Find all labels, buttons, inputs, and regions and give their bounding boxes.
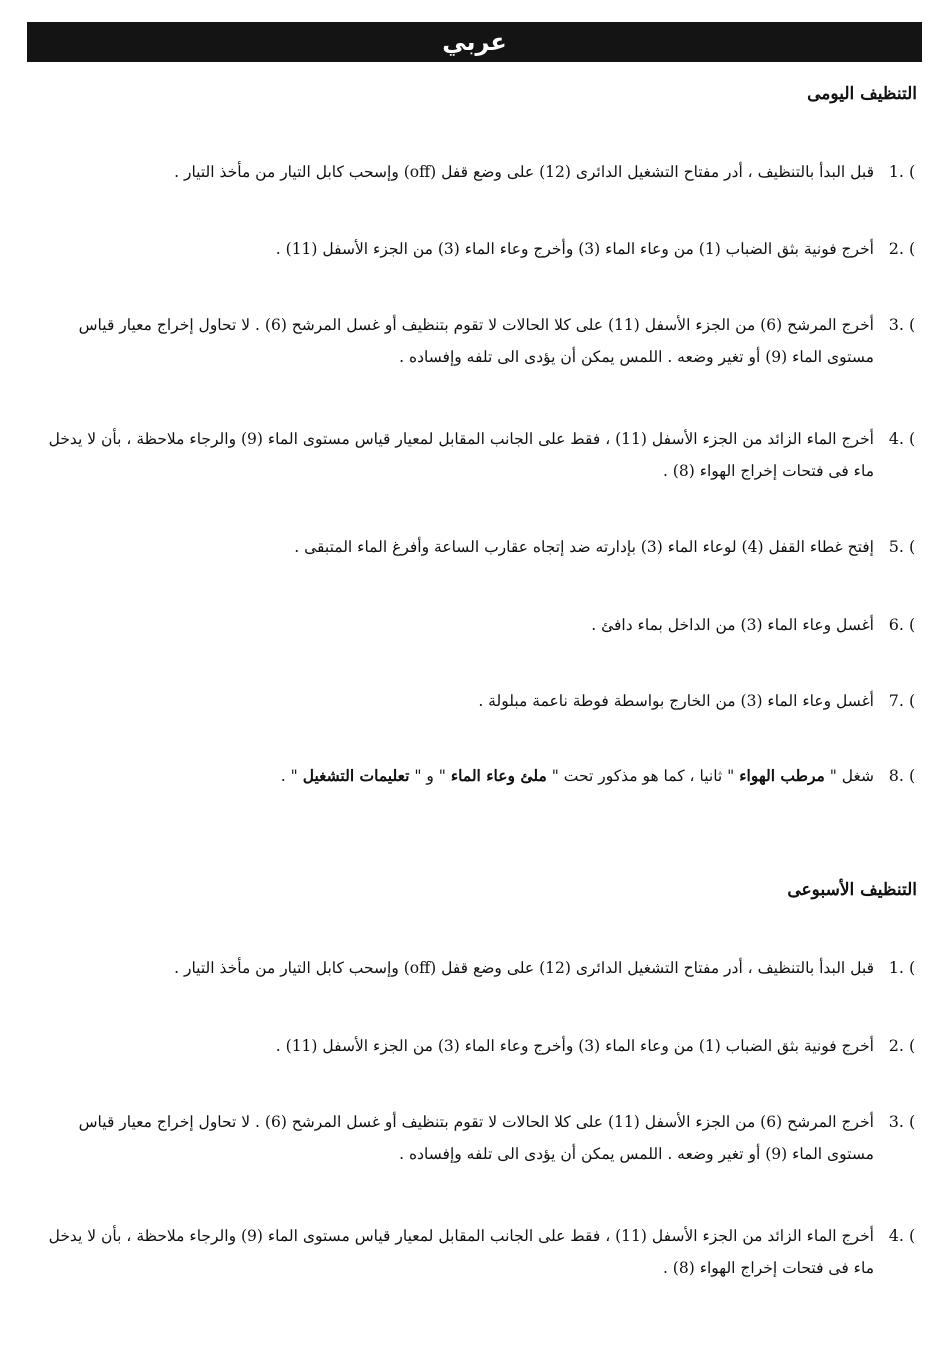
- weekly-item-2: [64, 1030, 930, 1062]
- item-text-part: شغل ": [824, 767, 874, 785]
- item-number: ) .7: [888, 691, 916, 710]
- item-text: إفتح غطاء القفل (4) لوعاء الماء (3) بإدارته ضد إتجاه عقارب الساعة وأفرغ الماء المتبقى .: [294, 538, 874, 556]
- item-number: ) .6: [888, 615, 916, 634]
- item-text: أخرج الماء الزائد من الجزء الأسفل (11) ، فقط على الجانب المقابل لمعيار قياس مستوى الماء (9) والرجاء ملاحظة ، بأن لا يدخل ماء فى فتحات إخراج الهواء (8) .: [48, 1227, 874, 1277]
- item-number: ) .5: [888, 537, 916, 556]
- item-number: ) .4: [888, 429, 916, 448]
- item-text-bold: ملئ وعاء الماء: [450, 766, 547, 785]
- weekly-item-3: [34, 1106, 930, 1170]
- item-text-part: " ثانيا ، كما هو مذكور تحت ": [546, 767, 740, 785]
- item-number: ) .2: [888, 239, 916, 258]
- item-text: أخرج فونية بثق الضباب (1) من وعاء الماء (3) وأخرج وعاء الماء (3) من الجزء الأسفل (11) .: [275, 240, 874, 258]
- item-number: ) .1: [888, 162, 916, 181]
- daily-item-3: [34, 309, 930, 373]
- weekly-cleaning-heading: التنظيف الأسبوعى: [787, 880, 917, 900]
- daily-item-6: [64, 609, 930, 641]
- item-text-part: " و ": [409, 767, 451, 785]
- daily-item-2: [64, 233, 930, 265]
- item-text: [64, 760, 874, 792]
- daily-item-4: [34, 423, 930, 487]
- item-number: ) .2: [888, 1036, 916, 1055]
- item-text: قبل البدأ بالتنظيف ، أدر مفتاح التشغيل الدائرى (12) على وضع قفل (off) وإسحب كابل التيار من مأخذ التيار .: [174, 163, 874, 181]
- item-text: أغسل وعاء الماء (3) من الداخل بماء دافئ .: [591, 616, 874, 634]
- item-text: أخرج الماء الزائد من الجزء الأسفل (11) ، فقط على الجانب المقابل لمعيار قياس مستوى الماء (9) والرجاء ملاحظة ، بأن لا يدخل ماء فى فتحات إخراج الهواء (8) .: [48, 430, 874, 480]
- daily-item-1: [64, 156, 930, 188]
- daily-item-8: [64, 760, 930, 792]
- item-text-bold: تعليمات التشغيل: [302, 766, 410, 785]
- item-text: أخرج المرشح (6) من الجزء الأسفل (11) على كلا الحالات لا تقوم بتنظيف أو غسل المرشح (6) . لا تحاول إخراج معيار قياس مستوى الماء (9) أو تغير وضعه . اللمس يمكن أن يؤدى الى تلفه وإفساده .: [78, 316, 874, 366]
- item-text-bold: مرطب الهواء: [739, 766, 825, 785]
- item-number: ) .4: [888, 1226, 916, 1245]
- item-text-part: " .: [280, 767, 303, 785]
- header-title: عربي: [442, 28, 507, 56]
- header-bar: [27, 22, 922, 62]
- item-number: ) .3: [888, 315, 916, 334]
- item-number: ) .8: [888, 766, 916, 785]
- daily-cleaning-heading: التنظيف اليومى: [807, 84, 917, 104]
- item-number: ) .1: [888, 958, 916, 977]
- item-number: ) .3: [888, 1112, 916, 1131]
- weekly-item-4: [34, 1220, 930, 1284]
- weekly-item-1: [64, 952, 930, 984]
- daily-item-5: [64, 531, 930, 563]
- item-text: أغسل وعاء الماء (3) من الخارج بواسطة فوطة ناعمة مبلولة .: [478, 692, 874, 710]
- item-text: قبل البدأ بالتنظيف ، أدر مفتاح التشغيل الدائرى (12) على وضع قفل (off) وإسحب كابل التيار من مأخذ التيار .: [174, 959, 874, 977]
- item-text: أخرج فونية بثق الضباب (1) من وعاء الماء (3) وأخرج وعاء الماء (3) من الجزء الأسفل (11) .: [275, 1037, 874, 1055]
- daily-item-7: [64, 685, 930, 717]
- item-text: أخرج المرشح (6) من الجزء الأسفل (11) على كلا الحالات لا تقوم بتنظيف أو غسل المرشح (6) . لا تحاول إخراج معيار قياس مستوى الماء (9) أو تغير وضعه . اللمس يمكن أن يؤدى الى تلفه وإفساده .: [78, 1113, 874, 1163]
